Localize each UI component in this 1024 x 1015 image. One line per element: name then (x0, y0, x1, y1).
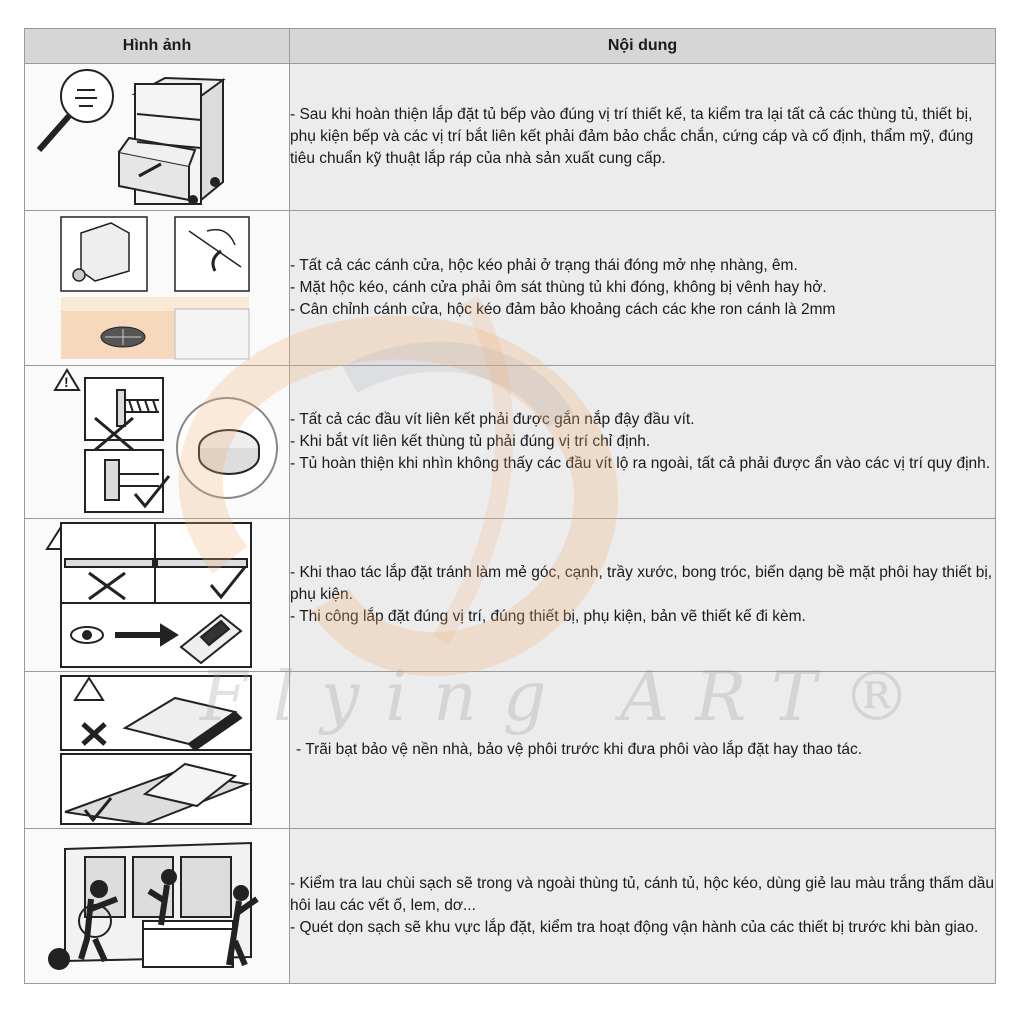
content-line: - Tủ hoàn thiện khi nhìn không thấy các đầu vít lộ ra ngoài, tất cả phải được ẩn vào các vị trí quy định. (290, 455, 991, 472)
cleaning-workers-icon (25, 829, 289, 983)
illustration-cell (25, 829, 290, 984)
content-cell (290, 64, 996, 211)
table-row (25, 64, 996, 211)
content-line: - Mặt hộc kéo, cánh cửa phải ôm sát thùng tủ khi đóng, không bị vênh hay hở. (290, 279, 827, 296)
content-line: - Trãi bạt bảo vệ nền nhà, bảo vệ phôi trước khi đưa phôi vào lắp đặt hay thao tác. (296, 741, 863, 758)
illustration-cell (25, 211, 290, 366)
illustration-cell (25, 366, 290, 519)
surface-care-icon (25, 519, 289, 671)
content-line: - Sau khi hoàn thiện lắp đặt tủ bếp vào đúng vị trí thiết kế, ta kiểm tra lại tất cả các thùng tủ, thiết bị, phụ kiện bếp và các vị trí bắt liên kết phải đảm bảo chắc chắn, cứng cáp và cố định, thẩm mỹ, đúng tiêu chuẩn kỹ thuật lắp ráp của nhà sản xuất cung cấp. (290, 106, 974, 167)
content-cell (290, 829, 996, 984)
table-row (25, 211, 996, 366)
table-header-row (25, 29, 996, 64)
content-line: - Tất cả các cánh cửa, hộc kéo phải ở trạng thái đóng mở nhẹ nhàng, êm. (290, 257, 798, 274)
header-image: Hình ảnh (25, 29, 290, 64)
header-content: Nội dung (290, 29, 996, 64)
table-row (25, 366, 996, 519)
illustration-cell (25, 519, 290, 672)
table-row (25, 519, 996, 672)
content-line: - Kiểm tra lau chùi sạch sẽ trong và ngoài thùng tủ, cánh tủ, hộc kéo, dùng giẻ lau màu trắng thấm dầu hôi lau các vết ố, lem, dơ... (290, 875, 994, 914)
svg-text:!: ! (64, 374, 69, 390)
content-cell (290, 211, 996, 366)
content-cell (290, 519, 996, 672)
content-line: - Khi bắt vít liên kết thùng tủ phải đúng vị trí chỉ định. (290, 433, 651, 450)
drawer-adjust-icon (25, 211, 289, 365)
content-line: - Tất cả các đầu vít liên kết phải được gắn nắp đậy đầu vít. (290, 411, 695, 428)
protective-tarp-icon (25, 672, 289, 828)
content-cell (290, 672, 996, 829)
content-line: - Khi thao tác lắp đặt tránh làm mẻ góc, cạnh, trầy xước, bong tróc, biến dạng bề mặt phôi hay thiết bị, phụ kiện. (290, 564, 993, 603)
screw-cap-icon (25, 366, 289, 518)
content-cell (290, 366, 996, 519)
installation-checklist-table (24, 28, 996, 984)
table-row (25, 829, 996, 984)
content-line: - Cân chỉnh cánh cửa, hộc kéo đảm bảo khoảng cách các khe ron cánh là 2mm (290, 301, 836, 318)
watermark-text: Flying ART® (200, 658, 937, 737)
magnifier-cabinet-icon (25, 64, 289, 210)
illustration-cell (25, 672, 290, 829)
table-row (25, 672, 996, 829)
content-line: - Thi công lắp đặt đúng vị trí, đúng thiết bị, phụ kiện, bản vẽ thiết kế đi kèm. (290, 608, 806, 625)
content-line: - Quét dọn sạch sẽ khu vực lắp đặt, kiểm tra hoạt động vận hành của các thiết bị trước khi bàn giao. (290, 919, 979, 936)
illustration-cell (25, 64, 290, 211)
